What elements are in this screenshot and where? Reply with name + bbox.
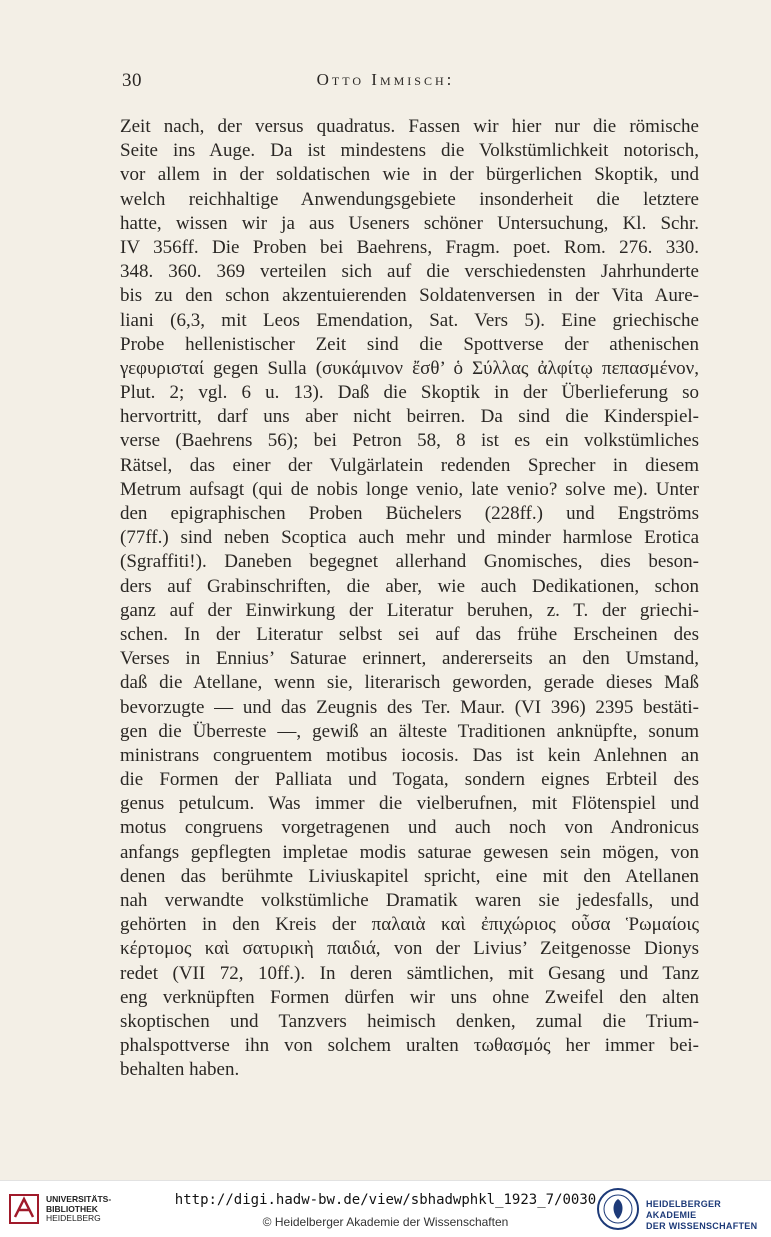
text-line: verse (Baehrens 56); bei Petron 58, 8 ist es ein volkstümliches <box>120 430 699 452</box>
text-line: hatte, wissen wir ja aus Useners schöner Untersuchung, Kl. Schr. <box>120 212 699 234</box>
text-line: (77ff.) sind neben Scoptica auch mehr und minder harmlose Erotica <box>120 527 699 549</box>
text-line: daß die Atellane, wenn sie, literarisch geworden, gerade dieses Maß <box>120 672 699 694</box>
text-line: ganz auf der Einwirkung der Literatur beruhen, z. T. der griechi- <box>120 599 699 621</box>
text-line: Seite ins Auge. Da ist mindestens die Volkstümlichkeit notorisch, <box>120 140 699 162</box>
text-line: schen. In der Literatur selbst sei auf das frühe Erscheinen des <box>120 623 699 645</box>
text-line: ministrans congruentem motibus iocosis. Das ist kein Anlehnen an <box>120 744 699 766</box>
text-line: ders auf Grabinschriften, die aber, wie auch Dedikationen, schon <box>120 575 699 597</box>
body-text <box>120 115 699 1083</box>
text-line: Probe hellenistischer Zeit sind die Spottverse der athenischen <box>120 333 699 355</box>
text-line: gehörten in den Kreis der παλαιὰ καὶ ἐπιχώριος οὖσα Ῥωμαίοις <box>120 914 699 936</box>
text-line: Zeit nach, der versus quadratus. Fassen wir hier nur die römische <box>120 116 699 137</box>
text-line: anfangs gepflegten impletae modis saturae gewesen sein mögen, von <box>120 841 699 863</box>
text-line: Plut. 2; vgl. 6 u. 13). Daß die Skoptik in der Überlieferung so <box>120 382 699 404</box>
text-line: denen das berühmte Liviuskapitel spricht, eine mit den Atellanen <box>120 865 699 887</box>
text-line: nah verwandte volkstümliche Dramatik waren sie jedesfalls, und <box>120 890 699 911</box>
text-line: Rätsel, das einer der Vulgärlatein redenden Sprecher in diesem <box>120 454 699 476</box>
running-head: Otto Immisch: <box>316 70 455 89</box>
text-line: phalspottverse ihn von solchem uralten τωθασμός her immer bei- <box>120 1035 699 1057</box>
text-line: genus petulcum. Was immer die vielberufnen, mit Flötenspiel und <box>120 793 699 815</box>
text-line: liani (6,3, mit Leos Emendation, Sat. Vers 5). Eine griechische <box>120 309 699 331</box>
academy-seal-icon <box>596 1187 640 1231</box>
text-line: Verses in Ennius’ Saturae erinnert, andererseits an den Umstand, <box>120 648 699 670</box>
text-line: redet (VII 72, 10ff.). In deren sämtlichen, mit Gesang und Tanz <box>120 962 699 984</box>
text-line: skoptischen und Tanzvers heimisch denken, zumal die Trium- <box>120 1010 699 1032</box>
text-line: IV 356ff. Die Proben bei Baehrens, Fragm. poet. Rom. 276. 330. <box>120 236 699 258</box>
text-line: eng verknüpften Formen dürfen wir uns ohne Zweifel den alten <box>120 986 699 1008</box>
text-line: welch reichhaltige Anwendungsgebiete insonderheit die letztere <box>120 188 699 210</box>
page-number: 30 <box>122 70 142 91</box>
text-line: behalten haben. <box>120 1059 240 1081</box>
text-line: gen die Überreste —, gewiß an älteste Traditionen anknüpfte, sonum <box>120 720 699 742</box>
permalink-url[interactable]: http://digi.hadw-bw.de/view/sbhadwphkl_1923_7/0030 <box>174 1192 597 1208</box>
text-line: hervortritt, darf uns aber nicht beirren. Da sind die Kinderspiel- <box>120 406 699 428</box>
text-line: den epigraphischen Proben Büchelers (228ff.) und Engströms <box>120 503 699 524</box>
text-line: die Formen der Palliata und Togata, sondern eignes Erbteil des <box>120 769 699 791</box>
academy-name: HEIDELBERGER AKADEMIE DER WISSENSCHAFTEN <box>646 1199 758 1231</box>
text-line: γεφυρισταί gegen Sulla (συκάμινον ἔσθ’ ὁ Σύλλας ἀλφίτῳ πεπασμένον, <box>120 357 699 379</box>
text-line: Metrum aufsagt (qui de nobis longe venio, late venio? solve me). Unter <box>120 478 699 500</box>
text-line: vor allem in der soldatischen wie in der bürgerlichen Skoptik, und <box>120 164 699 186</box>
text-line: 348. 360. 369 verteilen sich auf die verschiedensten Jahrhunderte <box>120 261 699 283</box>
university-library-name: UNIVERSITÄTS- BIBLIOTHEK HEIDELBERG <box>46 1194 112 1223</box>
text-line: (Sgraffiti!). Daneben begegnet allerhand Gnomisches, dies beson- <box>120 551 699 573</box>
text-line: κέρτομος καὶ σατυρικὴ παιδιά, von der Livius’ Zeitgenosse Dionys <box>120 938 699 960</box>
text-line: bis zu den schon akzentuierenden Soldatenversen in der Vita Aure- <box>120 285 699 307</box>
text-line: motus congruens vorgetragenen und auch noch von Andronicus <box>120 817 699 839</box>
viewer-footer <box>0 1180 771 1237</box>
text-line: bevorzugte — und das Zeugnis des Ter. Maur. (VI 396) 2395 bestäti- <box>120 696 699 718</box>
copyright-notice: © Heidelberger Akademie der Wissenschaften <box>262 1215 509 1229</box>
